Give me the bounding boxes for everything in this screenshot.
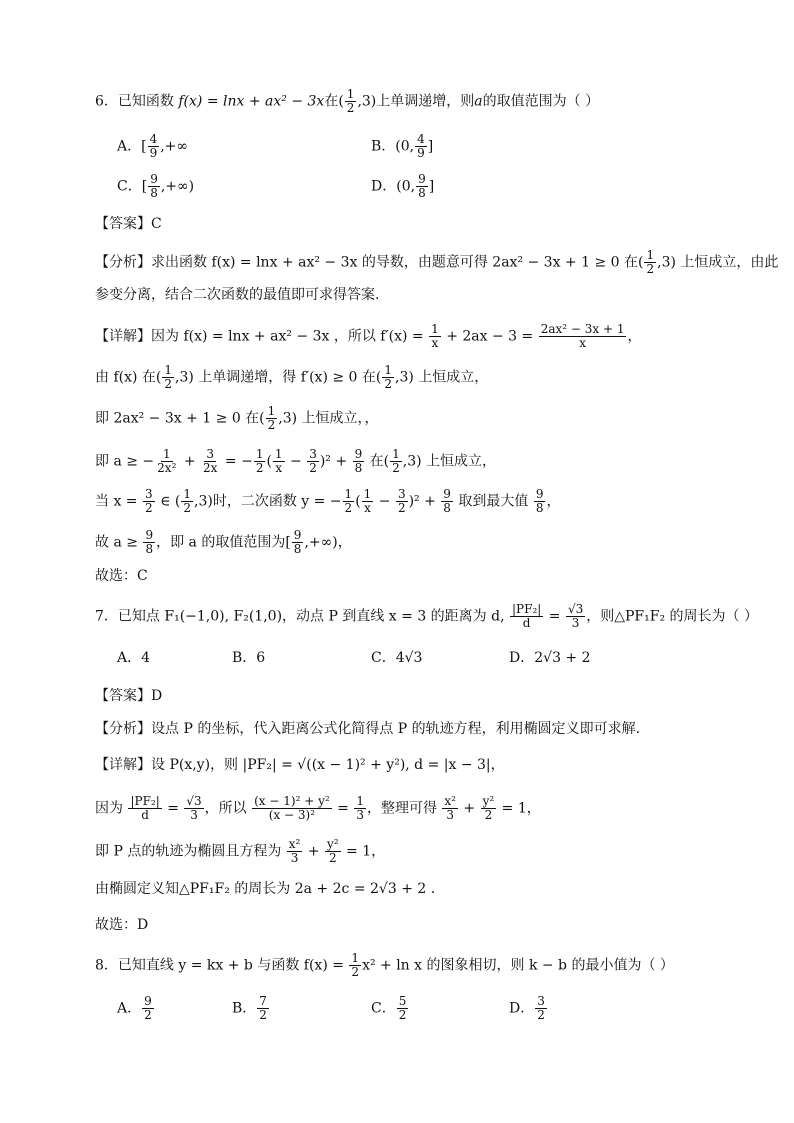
fraction: $\frac{\text{x²}}{3}$	[444, 794, 456, 822]
q7-analysis: 【分析】设点 P 的坐标，代入距离公式化简得点 P 的轨迹方程，利用椭圆定义即可求解.	[95, 721, 641, 737]
q8-number: 8．	[95, 957, 118, 974]
fraction: $\frac{9}{8}$	[418, 172, 426, 200]
fraction: $\frac{1}{2}$	[255, 447, 264, 475]
fraction: $\frac{1}{x}$	[274, 447, 283, 475]
fraction: $\frac{1}{\text{2x²}}$	[157, 447, 177, 475]
q6-option-a[interactable]: A．[ $\frac{4}{9}$ ,+∞	[117, 132, 189, 160]
q8-option-a[interactable]: A． $\frac{9}{2}$	[117, 994, 152, 1022]
fraction: $\frac{\text{y²}}{2}$	[327, 837, 339, 865]
q7-detail-line4: 由椭圆定义知△PF₁F₂ 的周长为 2a + 2c = 2√3 + 2 .	[95, 881, 436, 897]
fraction: $\frac{1}{2}$	[164, 363, 173, 391]
fraction: $\frac{1}{2}$	[392, 447, 400, 475]
q6-choose: 故选：C	[95, 568, 148, 584]
fraction: $\frac{1}{x}$	[431, 322, 439, 350]
q7-choose: 故选：D	[95, 917, 149, 933]
fraction: $\frac{√3}{3}$	[567, 602, 584, 630]
fraction: $\frac{1}{2}$	[183, 487, 191, 515]
fraction: $\frac{\text{x²}}{3}$	[288, 837, 301, 865]
fraction: $\frac{7}{2}$	[259, 994, 267, 1022]
fraction: $\frac{1}{2}$	[384, 363, 393, 391]
fraction: $\frac{\text{|PF₂|}}{d}$	[512, 602, 542, 630]
q6-detail-line5: 当 x = $\frac{3}{2}$ ∈ ( $\frac{1}{2}$ ,3)时，二次函数 y = − $\frac{1}{2}$ ( $\frac{1}{x}$ − $\frac{3}{2}$ )² + $\frac{9}{8}$ 取到最大值 $\frac{9}{8}$ ，	[95, 487, 561, 515]
q8-option-c[interactable]: C． $\frac{5}{2}$	[371, 994, 407, 1022]
q6-detail-line4: 即 a ≥ − $\frac{1}{\text{2x²}}$ + $\frac{3}{2x}$ = − $\frac{1}{2}$ ( $\frac{1}{x}$ − $\frac{3}{2}$ )² + $\frac{9}{8}$ 在( $\frac{1}{2}$ ,3) 上恒成立，	[95, 447, 497, 475]
fraction: $\frac{3}{2}$	[537, 994, 545, 1022]
fraction: $\frac{9}{8}$	[535, 487, 544, 515]
fraction: $\frac{1}{2}$	[646, 248, 655, 276]
fraction: $\frac{\text{2ax² − 3x + 1}}{x}$	[540, 322, 625, 350]
fraction: $\frac{\text{|PF₂|}}{d}$	[130, 794, 160, 822]
fraction: $\frac{3}{2}$	[397, 487, 406, 515]
fraction: $\frac{9}{8}$	[443, 487, 451, 515]
q6-detail-line6: 故 a ≥ $\frac{9}{8}$ ，即 a 的取值范围为[ $\frac{9}{8}$ ,+∞)，	[95, 528, 352, 556]
q7-option-b[interactable]: B．6	[232, 650, 266, 666]
q6-detail-line3: 即 2ax² − 3x + 1 ≥ 0 在( $\frac{1}{2}$ ,3) 上恒成立，，	[95, 404, 379, 432]
q6-analysis-line2: 参变分离，结合二次函数的最值即可求得答案.	[95, 287, 380, 303]
fraction: $\frac{√3}{3}$	[186, 794, 202, 822]
q6-option-b[interactable]: B．(0, $\frac{4}{9}$ ]	[371, 132, 434, 160]
fraction: $\frac{4}{9}$	[149, 132, 158, 160]
fraction: $\frac{9}{2}$	[144, 994, 152, 1022]
q7-option-d[interactable]: D．2√3 + 2	[509, 650, 591, 666]
fraction: $\frac{3}{2}$	[144, 487, 153, 515]
fraction: $\frac{1}{x}$	[363, 487, 372, 515]
q6-detail-line1: 【详解】因为 f(x) = lnx + ax² − 3x ，所以 f′(x) = $\frac{1}{x}$ + 2ax − 3 = $\frac{\text{2ax² − 3x + 1}}{x}$ ，	[95, 322, 642, 350]
fraction: $\frac{1}{3}$	[356, 794, 364, 822]
fraction: $\frac{3}{2x}$	[203, 447, 218, 475]
fraction: $\frac{1}{2}$	[267, 404, 276, 432]
q6-analysis-line1: 【分析】求出函数 f(x) = lnx + ax² − 3x 的导数，由题意可得 2ax² − 3x + 1 ≥ 0 在( $\frac{1}{2}$ ,3) 上恒成立，由此	[95, 248, 779, 276]
fraction: $\frac{1}{2}$	[346, 87, 355, 115]
q7-answer: 【答案】D	[95, 688, 163, 704]
fraction: $\frac{\text{(x − 1)² + y²}}{\text{(x − 3)²}}$	[254, 794, 330, 822]
fraction: $\frac{9}{8}$	[354, 447, 363, 475]
q6-option-d[interactable]: D．(0, $\frac{9}{8}$ ]	[371, 172, 435, 200]
fraction: $\frac{3}{2}$	[309, 447, 317, 475]
q8-stem: 8．已知直线 y = kx + b 与函数 f(x) = $\frac{1}{2}$ x² + ln x 的图象相切，则 k − b 的最小值为（ ）	[95, 951, 674, 979]
q8-option-b[interactable]: B． $\frac{7}{2}$	[232, 994, 267, 1022]
fraction: $\frac{5}{2}$	[398, 994, 407, 1022]
q6-answer: 【答案】C	[95, 216, 162, 232]
fraction: $\frac{4}{9}$	[417, 132, 425, 160]
q7-detail-line3: 即 P 点的轨迹为椭圆且方程为 $\frac{\text{x²}}{3}$ + $\frac{\text{y²}}{2}$ = 1，	[95, 837, 386, 865]
fraction: $\frac{1}{2}$	[344, 487, 353, 515]
fraction: $\frac{9}{8}$	[293, 528, 302, 556]
fraction: $\frac{1}{2}$	[351, 951, 360, 979]
q8-option-d[interactable]: D． $\frac{3}{2}$	[509, 994, 545, 1022]
fraction: $\frac{\text{y²}}{2}$	[482, 794, 495, 822]
q7-stem: 7．已知点 F₁(−1,0), F₂(1,0)，动点 P 到直线 x = 3 的距离为 d, $\frac{\text{|PF₂|}}{d}$ = $\frac{√3}{3}$ ，则△PF₁F₂ 的周长为（ ）	[95, 602, 758, 630]
fraction: $\frac{9}{8}$	[145, 528, 154, 556]
q7-number: 7．	[95, 608, 118, 625]
q6-option-c[interactable]: C．[ $\frac{9}{8}$ ,+∞)	[117, 172, 195, 200]
q6-number: 6．	[95, 93, 118, 110]
q7-detail-line1: 【详解】设 P(x,y)，则 |PF₂| = √((x − 1)² + y²), d = |x − 3|，	[95, 757, 505, 773]
q6-detail-line2: 由 f(x) 在( $\frac{1}{2}$ ,3) 上单调递增，得 f′(x) ≥ 0 在( $\frac{1}{2}$ ,3) 上恒成立，	[95, 363, 489, 391]
q6-stem: 6．已知函数 f(x) = lnx + ax² − 3x在( $\frac{1}{2}$ ,3)上单调递增，则a的取值范围为（ ）	[95, 87, 600, 115]
q7-detail-line2: 因为 $\frac{\text{|PF₂|}}{d}$ = $\frac{√3}{3}$ ，所以 $\frac{\text{(x − 1)² + y²}}{\text{(x − 3)²}}$ = $\frac{1}{3}$ ，整理可得 $\frac{\text{x²}}{3}$ + $\frac{\text{y²}}{2}$ = 1，	[95, 794, 541, 822]
q7-option-c[interactable]: C．4√3	[371, 650, 423, 666]
q7-option-a[interactable]: A．4	[117, 650, 151, 666]
fraction: $\frac{9}{8}$	[150, 172, 158, 200]
